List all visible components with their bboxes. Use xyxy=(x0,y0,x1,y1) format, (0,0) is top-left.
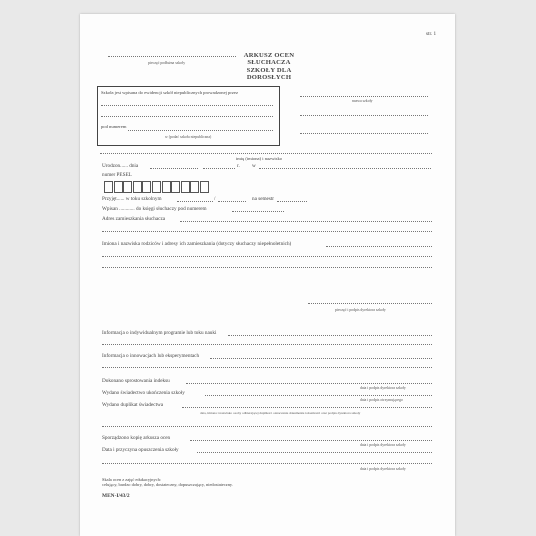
school-address-line-1[interactable] xyxy=(300,115,428,116)
title-line-3: SZKOŁY DLA DOROSŁYCH xyxy=(246,66,292,82)
registry-line-2[interactable] xyxy=(101,116,273,117)
school-address-line-2[interactable] xyxy=(300,133,428,134)
title-line-2: SŁUCHACZA xyxy=(247,59,291,67)
duplicate-line[interactable] xyxy=(182,407,432,408)
copy-line[interactable] xyxy=(190,440,432,441)
parents-line-3[interactable] xyxy=(102,267,432,268)
duplicate-label: Wydano duplikat świadectwa xyxy=(102,402,164,408)
duplicate-extra-line[interactable] xyxy=(102,426,432,427)
grade-scale-title: Skala ocen z zajęć edukacyjnych: xyxy=(102,477,161,482)
pesel-digit-box[interactable] xyxy=(114,181,123,193)
parents-label: Imiona i nazwiska rodziców i adresy ich zamieszkania (dotyczy słuchaczy niepełnoletnich) xyxy=(102,241,292,247)
book-number-line[interactable] xyxy=(232,211,284,212)
address-line-1[interactable] xyxy=(180,221,432,222)
page-label: str. 1 xyxy=(426,31,437,37)
admitted-semester-label: na semestr xyxy=(252,196,275,202)
registry-number-line[interactable] xyxy=(128,130,273,131)
director-signature-line[interactable] xyxy=(308,303,432,304)
born-place-line[interactable] xyxy=(259,168,431,169)
pesel-digit-box[interactable] xyxy=(104,181,113,193)
born-place-prefix: w xyxy=(252,163,256,169)
pesel-digit-box[interactable] xyxy=(162,181,171,193)
leave-caption: data i podpis dyrektora szkoły xyxy=(360,467,406,471)
stamp-dotted-line xyxy=(108,56,236,57)
pesel-digit-box[interactable] xyxy=(190,181,199,193)
names-caption: imię (imiona) i nazwisko xyxy=(236,156,283,161)
pesel-digit-box[interactable] xyxy=(152,181,161,193)
registry-text: Szkoła jest wpisana do ewidencji szkół niepublicznych prowadzonej przez xyxy=(101,90,239,95)
pesel-boxes[interactable] xyxy=(104,181,210,194)
admitted-year-from-line[interactable] xyxy=(177,201,213,202)
leave-line-1[interactable] xyxy=(197,452,432,453)
names-line[interactable] xyxy=(100,153,432,154)
admitted-label: Przyjęt...... w toku szkolnym xyxy=(102,196,162,202)
stamp-caption: pieczęć podłużna szkoły xyxy=(148,61,186,65)
copy-caption: data i podpis dyrektora szkoły xyxy=(360,443,406,447)
pesel-digit-box[interactable] xyxy=(133,181,142,193)
innovations-label: Informacja o innowacjach lub eksperymentach xyxy=(102,353,200,359)
certificate-line[interactable] xyxy=(205,395,432,396)
certificate-caption: data i podpis otrzymującego xyxy=(360,398,403,402)
form-code: MEN-I/43/2 xyxy=(102,493,130,499)
born-year-line[interactable] xyxy=(203,168,235,169)
copy-label: Sporządzono kopię arkusza ocen xyxy=(102,435,171,441)
admitted-year-to-line[interactable] xyxy=(218,201,246,202)
born-label: Urodzon...... dnia xyxy=(102,163,139,169)
index-correction-line[interactable] xyxy=(186,383,432,384)
address-label: Adres zamieszkania słuchacza xyxy=(102,216,166,222)
registry-line-1[interactable] xyxy=(101,105,273,106)
registry-number-label: pod numerem xyxy=(101,124,127,129)
school-name-caption: nazwa szkoły xyxy=(352,99,373,103)
pesel-digit-box[interactable] xyxy=(142,181,151,193)
pesel-digit-box[interactable] xyxy=(181,181,190,193)
parents-line-2[interactable] xyxy=(102,256,432,257)
parents-line-1[interactable] xyxy=(326,246,432,247)
pesel-label: numer PESEL xyxy=(102,172,132,178)
index-correction-label: Dokonano sprostowania indeksu xyxy=(102,378,170,384)
form-title xyxy=(224,52,314,82)
grade-scale-values: celujący, bardzo dobry, dobry, dostateczny, dopuszczający, niedostateczny. xyxy=(102,482,233,487)
director-caption: pieczęć i podpis dyrektora szkoły xyxy=(335,308,386,312)
school-name-line[interactable] xyxy=(300,96,428,97)
admitted-semester-line[interactable] xyxy=(277,201,307,202)
certificate-label: Wydano świadectwo ukończenia szkoły xyxy=(102,390,185,396)
born-date-line[interactable] xyxy=(150,168,198,169)
pesel-digit-box[interactable] xyxy=(123,181,132,193)
book-label: Wpisan ............ do księgi słuchaczy pod numerem xyxy=(102,206,207,212)
title-line-1: ARKUSZ OCEN xyxy=(243,52,295,59)
born-year-suffix: r. xyxy=(237,163,240,169)
duplicate-caption: data, imiona i nazwisko osoby odbierającej duplikat i oznaczenie dokumentu tożsamości oraz podpis dyrektora szkoły xyxy=(200,411,361,415)
leave-line-2[interactable] xyxy=(102,463,432,464)
admitted-year-sep: / xyxy=(214,196,216,202)
individual-program-line-1[interactable] xyxy=(228,335,432,336)
individual-program-label: Informacja o indywidualnym programie lub toku nauki xyxy=(102,330,217,336)
individual-program-line-2[interactable] xyxy=(102,344,432,345)
index-caption: data i podpis dyrektora szkoły xyxy=(360,386,406,390)
pesel-digit-box[interactable] xyxy=(200,181,209,193)
innovations-line-1[interactable] xyxy=(210,358,432,359)
leave-label: Data i przyczyna opuszczenia szkoły xyxy=(102,447,179,453)
pesel-digit-box[interactable] xyxy=(171,181,180,193)
innovations-line-2[interactable] xyxy=(102,367,432,368)
address-line-2[interactable] xyxy=(102,231,432,232)
registry-caption: w (podać szkoła niepubliczna) xyxy=(165,135,212,139)
